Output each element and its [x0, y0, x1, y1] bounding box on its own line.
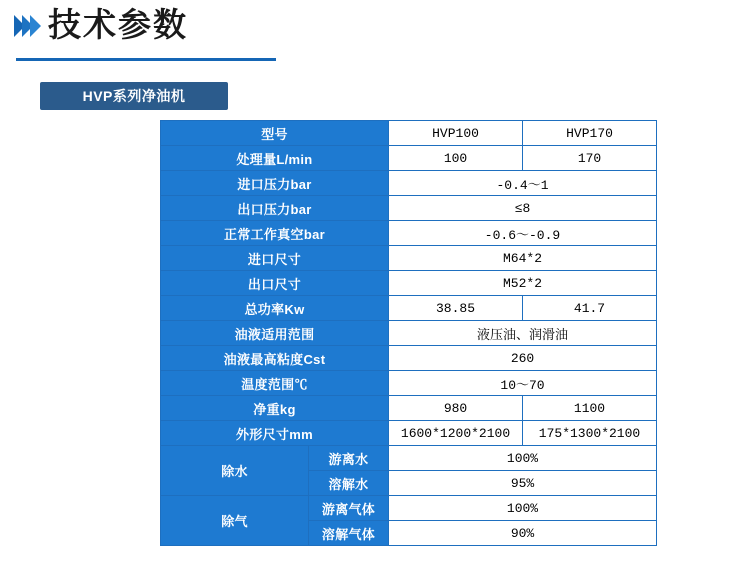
page-title: 技术参数 [48, 6, 188, 43]
table-row [161, 296, 657, 321]
table-row [161, 146, 657, 171]
table-row [161, 246, 657, 271]
row-label: 进口尺寸 [161, 246, 389, 271]
group-value: 95% [389, 471, 657, 496]
table-row [161, 271, 657, 296]
row-value: -0.4～1 [389, 171, 657, 196]
row-label: 净重kg [161, 396, 389, 421]
row-value-a: 38.85 [389, 296, 523, 321]
series-tag: HVP系列净油机 [40, 82, 228, 110]
row-label: 温度范围℃ [161, 371, 389, 396]
row-value: 10～70 [389, 371, 657, 396]
row-value-a: 100 [389, 146, 523, 171]
group-value: 90% [389, 521, 657, 546]
page-header [0, 0, 750, 70]
group-sub-label: 溶解水 [309, 471, 389, 496]
row-value: 260 [389, 346, 657, 371]
table-header-label: 型号 [161, 121, 389, 146]
spec-table [160, 120, 657, 546]
row-value-b: 1100 [523, 396, 657, 421]
row-label: 外形尺寸mm [161, 421, 389, 446]
table-header-model-b: HVP170 [523, 121, 657, 146]
row-label: 总功率Kw [161, 296, 389, 321]
table-row [161, 346, 657, 371]
table-row [161, 496, 657, 521]
row-label: 油液最高粘度Cst [161, 346, 389, 371]
double-chevron-right-icon [14, 15, 38, 37]
table-row [161, 321, 657, 346]
table-header-row [161, 121, 657, 146]
group-value: 100% [389, 496, 657, 521]
row-label: 油液适用范围 [161, 321, 389, 346]
group-sub-label: 游离气体 [309, 496, 389, 521]
table-row [161, 446, 657, 471]
group-sub-label: 溶解气体 [309, 521, 389, 546]
table-row [161, 196, 657, 221]
row-value: -0.6～-0.9 [389, 221, 657, 246]
row-value-b: 170 [523, 146, 657, 171]
row-label: 正常工作真空bar [161, 221, 389, 246]
row-label: 进口压力bar [161, 171, 389, 196]
row-value-b: 41.7 [523, 296, 657, 321]
row-value-a: 1600*1200*2100 [389, 421, 523, 446]
row-label: 出口尺寸 [161, 271, 389, 296]
row-value: 液压油、润滑油 [389, 321, 657, 346]
table-row [161, 396, 657, 421]
row-label: 出口压力bar [161, 196, 389, 221]
header-underline [16, 58, 276, 61]
group-sub-label: 游离水 [309, 446, 389, 471]
row-value: M64*2 [389, 246, 657, 271]
row-value: ≤8 [389, 196, 657, 221]
table-row [161, 371, 657, 396]
group-value: 100% [389, 446, 657, 471]
table-header-model-a: HVP100 [389, 121, 523, 146]
row-value-b: 175*1300*2100 [523, 421, 657, 446]
group-label: 除水 [161, 446, 309, 496]
table-row [161, 171, 657, 196]
row-label: 处理量L/min [161, 146, 389, 171]
header-inner [14, 8, 188, 45]
table-row [161, 221, 657, 246]
group-label: 除气 [161, 496, 309, 546]
row-value-a: 980 [389, 396, 523, 421]
row-value: M52*2 [389, 271, 657, 296]
table-row [161, 421, 657, 446]
